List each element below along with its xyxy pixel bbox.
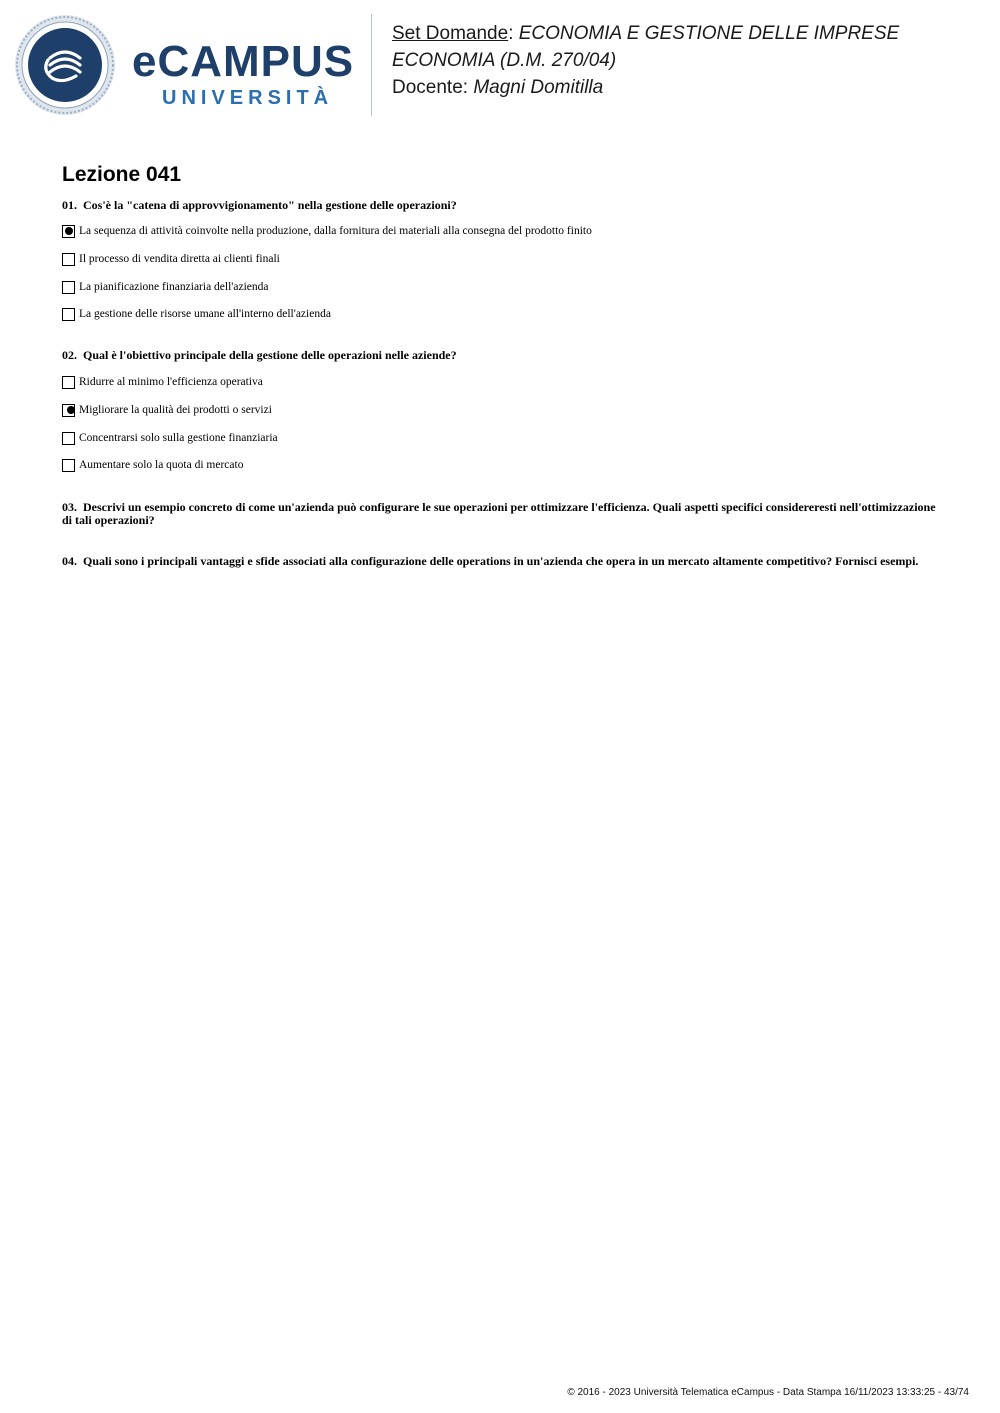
set-label: Set Domande	[392, 23, 509, 44]
lesson-title: Lezione 041	[62, 163, 182, 186]
answer-option[interactable]	[62, 251, 280, 267]
question-number: 01.	[62, 198, 77, 212]
question-label: Descrivi un esempio concreto di come un'azienda può configurare le sue operazioni per ottimizzare l'efficienza. Quali aspetti specifici considereresti nell'ottimizzazione di tali operazioni?	[62, 500, 936, 527]
header-info	[392, 20, 982, 101]
answer-option[interactable]	[62, 279, 268, 295]
question-label: Cos'è la "catena di approvvigionamento" nella gestione delle operazioni?	[83, 198, 457, 212]
question-label: Qual è l'obiettivo principale della gestione delle operazioni nelle aziende?	[83, 348, 457, 362]
docente-name: Magni Domitilla	[473, 77, 604, 98]
set-title-line2: ECONOMIA (D.M. 270/04)	[392, 50, 617, 71]
answer-checkbox[interactable]	[62, 253, 75, 266]
question-label: Quali sono i principali vantaggi e sfide associati alla configurazione delle operations in un'azienda che opera in un mercato altamente competitivo? Fornisci esempi.	[83, 554, 919, 568]
page-footer: © 2016 - 2023 Università Telematica eCampus - Data Stampa 16/11/2023 13:33:25 - 43/74	[567, 1387, 969, 1398]
ecampus-logo	[14, 14, 359, 116]
docente-line	[392, 74, 982, 101]
answer-checkbox[interactable]	[62, 225, 75, 238]
answer-label: Il processo di vendita diretta ai clienti finali	[79, 253, 280, 265]
answer-checkbox[interactable]	[62, 281, 75, 294]
answer-label: La pianificazione finanziaria dell'azienda	[79, 281, 269, 293]
question-03	[62, 501, 942, 527]
answer-label: Migliorare la qualità dei prodotti o servizi	[79, 404, 272, 416]
answer-option[interactable]	[62, 306, 331, 322]
answer-checkbox[interactable]	[62, 459, 75, 472]
question-text	[62, 555, 942, 568]
answer-checkbox[interactable]	[62, 432, 75, 445]
set-separator: :	[508, 23, 519, 44]
logo-wordmark: eCAMPUS	[132, 37, 355, 86]
answer-option[interactable]	[62, 374, 263, 390]
answer-option[interactable]	[62, 430, 278, 446]
answer-label: La gestione delle risorse umane all'interno dell'azienda	[79, 308, 331, 320]
answer-checkbox[interactable]	[62, 308, 75, 321]
document-header	[0, 0, 1000, 130]
question-number: 03.	[62, 500, 77, 514]
question-text	[62, 349, 942, 362]
ecampus-seal-icon	[14, 14, 116, 116]
selected-dot-icon	[65, 227, 73, 235]
question-02	[62, 348, 942, 471]
set-line	[392, 20, 982, 47]
question-text	[62, 199, 942, 212]
question-04	[62, 555, 942, 568]
question-number: 04.	[62, 554, 77, 568]
answer-option[interactable]	[62, 223, 592, 239]
docente-label: Docente:	[392, 77, 474, 98]
set-line-2	[392, 47, 982, 74]
answer-label: La sequenza di attività coinvolte nella produzione, dalla fornitura dei materiali alla consegna del prodotto finito	[79, 225, 592, 237]
question-number: 02.	[62, 348, 77, 362]
question-text	[62, 501, 942, 527]
answer-checkbox[interactable]	[62, 404, 75, 417]
answer-label: Aumentare solo la quota di mercato	[79, 459, 244, 471]
answer-option[interactable]	[62, 457, 243, 473]
answer-checkbox[interactable]	[62, 376, 75, 389]
header-divider	[371, 14, 372, 116]
question-01	[62, 198, 942, 320]
answer-label: Concentrarsi solo sulla gestione finanziaria	[79, 432, 278, 444]
answer-label: Ridurre al minimo l'efficienza operativa	[79, 376, 263, 388]
set-title-line1: ECONOMIA E GESTIONE DELLE IMPRESE	[518, 23, 900, 44]
answer-option[interactable]	[62, 402, 272, 418]
selected-dot-icon	[67, 406, 75, 414]
logo-subtitle: UNIVERSITÀ	[162, 87, 334, 109]
